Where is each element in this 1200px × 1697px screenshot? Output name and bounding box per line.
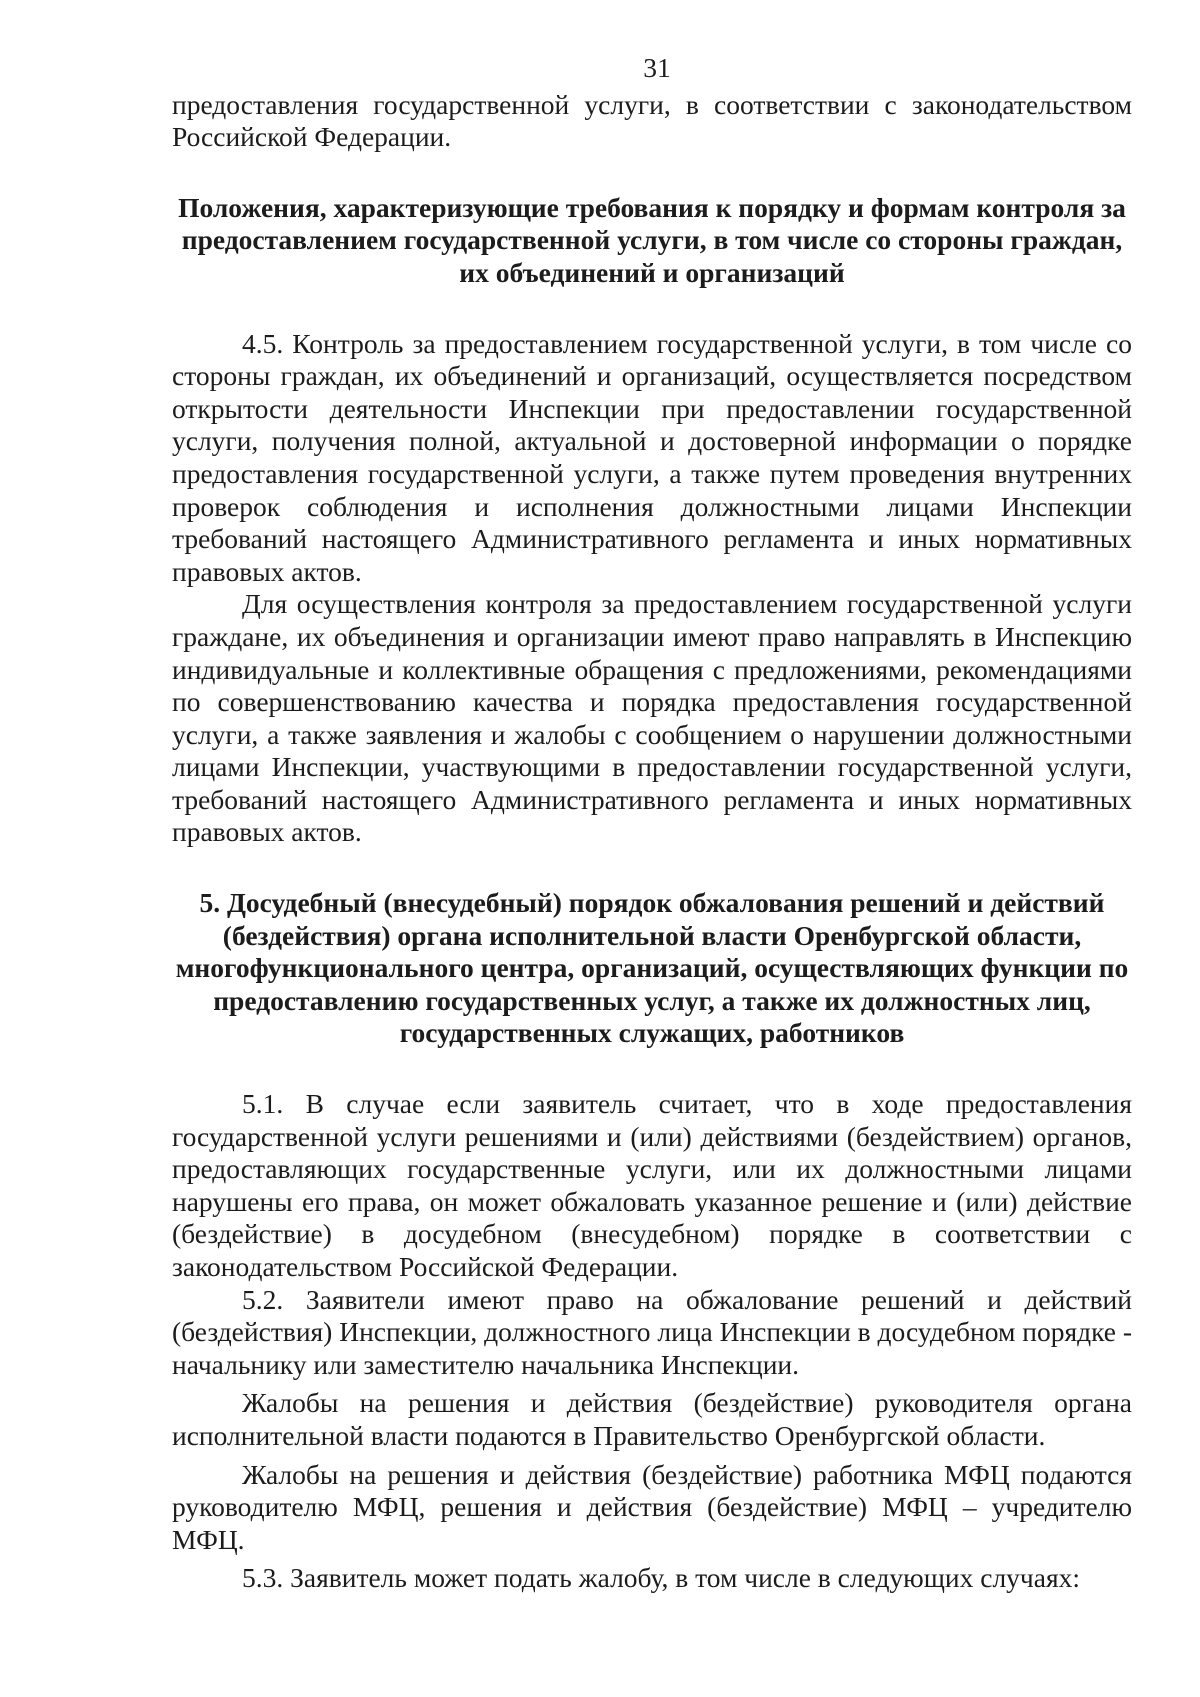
- page-number: 31: [643, 52, 671, 83]
- paragraph-control-rights: Для осуществления контроля за предоставлением государственной услуги граждане, их объединения и организации имеют право направлять в Инспекцию индивидуальные и коллективные обращения с предложениями, рекомендациями по совершенствованию качества и порядка предоставления государственной услуги, а также заявления и жалобы с сообщением о нарушении должностными лицами Инспекции, участвующими в предоставлении государственной услуги, требований настоящего Административного регламента и иных нормативных правовых актов.: [172, 588, 1132, 848]
- paragraph-5-1: 5.1. В случае если заявитель считает, что в ходе предоставления государственной услуги решениями и (или) действиями (бездействием) органов, предоставляющих государственные услуги, или их должностными лицами нарушены его права, он может обжаловать указанное решение и (или) действие (бездействие) в досудебном (внесудебном) порядке в соответствии с законодательством Российской Федерации.: [172, 1088, 1132, 1282]
- paragraph-4-5: 4.5. Контроль за предоставлением государственной услуги, в том числе со стороны граждан, их объединений и организаций, осуществляется посредством открытости деятельности Инспекции при предоставлении государственной услуги, получения полной, актуальной и достоверной информации о порядке предоставления государственной услуги, а также путем проведения внутренних проверок соблюдения и исполнения должностными лицами Инспекции требований настоящего Административного регламента и иных нормативных правовых актов.: [172, 327, 1132, 587]
- paragraph-complaints-head: Жалобы на решения и действия (бездействие) руководителя органа исполнительной власти подаются в Правительство Оренбургской области.: [172, 1387, 1132, 1451]
- paragraph-complaints-mfc: Жалобы на решения и действия (бездействие) работника МФЦ подаются руководителю МФЦ, решения и действия (бездействие) МФЦ – учредителю МФЦ.: [172, 1458, 1132, 1555]
- document-page: [172, 52, 1132, 1595]
- paragraph-5-2: 5.2. Заявители имеют право на обжалование решений и действий (бездействия) Инспекции, должностного лица Инспекции в досудебном порядке - начальнику или заместителю начальника Инспекции.: [172, 1283, 1133, 1380]
- heading-control: Положения, характеризующие требования к порядку и формам контроля за предоставлением государственной услуги, в том числе со стороны граждан, их объединений и организаций: [178, 191, 1126, 288]
- paragraph-intro: предоставления государственной услуги, в соответствии с законодательством Российской Федерации.: [172, 88, 1132, 153]
- paragraph-5-3: 5.3. Заявитель может подать жалобу, в том числе в следующих случаях:: [242, 1562, 1080, 1594]
- heading-section-5: 5. Досудебный (внесудебный) порядок обжалования решений и действий (бездействия) органа исполнительной власти Оренбургской области, многофункционального центра, организаций, осуществляющих функции по предоставлению государственных услуг, а также их должностных лиц, государственных служащих, работников: [175, 887, 1129, 1049]
